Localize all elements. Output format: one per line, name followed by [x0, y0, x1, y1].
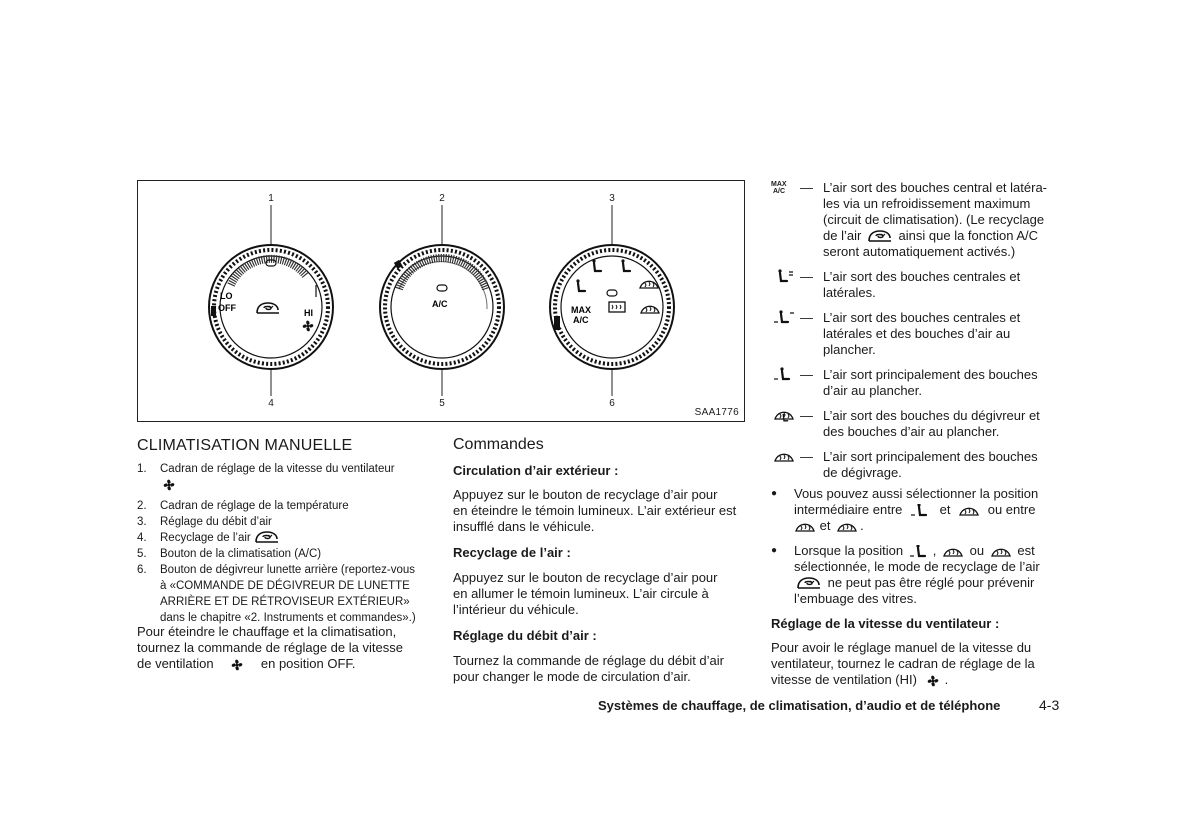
figure-code: SAA1776 [694, 407, 739, 418]
mode-floor: — L’air sort principalement des bouches d’air au plancher. [771, 367, 1064, 399]
mode-defrost-floor: — L’air sort des bouches du dégivreur et des bouches d’air au plancher. [771, 408, 1064, 440]
callout-2: 2 [439, 193, 445, 204]
bullet-recirc-lock: ● Lorsque la position , ou est sélectionnée, le mode de recyclage de l’air ne peut pas être réglé pour prévenir l’embuage des vitres. [771, 543, 1040, 606]
climate-control-diagram [138, 181, 746, 423]
list-item: 1. Cadran de réglage de la vitesse du ventilateur [137, 461, 435, 498]
callout-3: 3 [609, 193, 615, 204]
callout-4: 4 [268, 398, 274, 409]
list-item: 2. Cadran de réglage de la température [137, 500, 349, 512]
vent-floor-icon [907, 545, 933, 559]
airflow-text: Tournez la commande de réglage du débit d’air pour changer le mode de circulation d’air. [453, 653, 725, 684]
footer-chapter-title: Systèmes de chauffage, de climatisation, d’audio et de téléphone [598, 698, 1001, 713]
outside-air-heading: Circulation d’air extérieur : [453, 463, 619, 478]
fan-speed-text: Pour avoir le réglage manuel de la vitesse du ventilateur, tournez le cadran de réglage de la vitesse de ventilation (HI) . [771, 640, 1035, 687]
fan-icon [217, 657, 257, 673]
outside-air-text: Appuyez sur le bouton de recyclage d’air pour en éteindre le témoin lumineux. L’air extérieur est insufflé dans le véhicule. [453, 487, 737, 534]
defrost-icon [771, 449, 797, 465]
hi-label: HI [304, 308, 313, 318]
commands-title: Commandes [453, 436, 544, 453]
vent-floor-icon [906, 504, 936, 518]
parts-list [137, 461, 435, 626]
lo-label: LO [220, 291, 233, 301]
list-item: 4. Recyclage de l’air [137, 530, 435, 546]
fan-icon [160, 477, 178, 493]
mode-max-ac: MAX A/C — L’air sort des bouches central et latéra- les via un refroidissement maximum (circuit de climatisation). (Le recyclage de l’air ainsi que la fonction A/C seront automatiquement activés.) [771, 180, 1048, 259]
recirc-heading: Recyclage de l’air : [453, 545, 571, 560]
callout-5: 5 [439, 398, 445, 409]
vent-floor-icon [771, 367, 797, 383]
callout-6: 6 [609, 398, 615, 409]
section-title: CLIMATISATION MANUELLE [137, 437, 353, 454]
fan-speed-heading: Réglage de la vitesse du ventilateur : [771, 616, 1000, 631]
bullet-intermediate: ● Vous pouvez aussi sélectionner la position intermédiaire entre et ou entre et . [771, 486, 1039, 533]
list-item: 5. Bouton de la climatisation (A/C) [137, 548, 322, 560]
climate-control-figure [137, 180, 745, 422]
recirc-text: Appuyez sur le bouton de recyclage d’air pour en allumer le témoin lumineux. L’air circule à l’intérieur du véhicule. [453, 570, 718, 617]
callout-1: 1 [268, 193, 274, 204]
page-number: 4-3 [1039, 697, 1060, 713]
recirculation-icon [254, 531, 280, 545]
airflow-heading: Réglage du débit d’air : [453, 628, 597, 643]
defrost-icon [988, 545, 1014, 559]
recirculation-icon [865, 230, 895, 244]
off-paragraph: Pour éteindre le chauffage et la climatisation, tournez la commande de réglage de la vitesse de ventilation en position OFF. [137, 624, 403, 671]
defrost-floor-icon [940, 545, 966, 559]
ac-button-label[interactable]: A/C [432, 299, 448, 309]
defrost-icon [834, 520, 860, 534]
vent-face-icon [771, 269, 797, 285]
mode-defrost: — L’air sort principalement des bouches de dégivrage. [771, 449, 1064, 481]
mode-bilevel: — L’air sort des bouches centrales et latérales et des bouches d’air au plancher. [771, 310, 1064, 358]
mode-face: — L’air sort des bouches centrales et latérales. [771, 269, 1064, 301]
defrost-floor-icon [771, 408, 797, 424]
defrost-floor-icon [954, 504, 984, 518]
fan-icon [921, 673, 945, 689]
defrost-floor-icon [794, 520, 816, 534]
max-ac-label: A/C [573, 315, 589, 325]
recirculation-icon [794, 577, 824, 591]
vent-bilevel-icon [771, 310, 797, 326]
off-label: OFF [218, 303, 236, 313]
max-ac-icon: MAX A/C [771, 181, 787, 195]
max-label: MAX [571, 305, 591, 315]
list-item: 3. Réglage du débit d’air [137, 516, 272, 528]
list-item: 6. Bouton de dégivreur lunette arrière (reportez-vous à «COMMANDE DE DÉGIVREUR DE LUNETTE ARRIÈRE ET DE RÉTROVISEUR EXTÉRIEUR» dans le chapitre «2. Instruments et commandes».) [137, 564, 416, 624]
